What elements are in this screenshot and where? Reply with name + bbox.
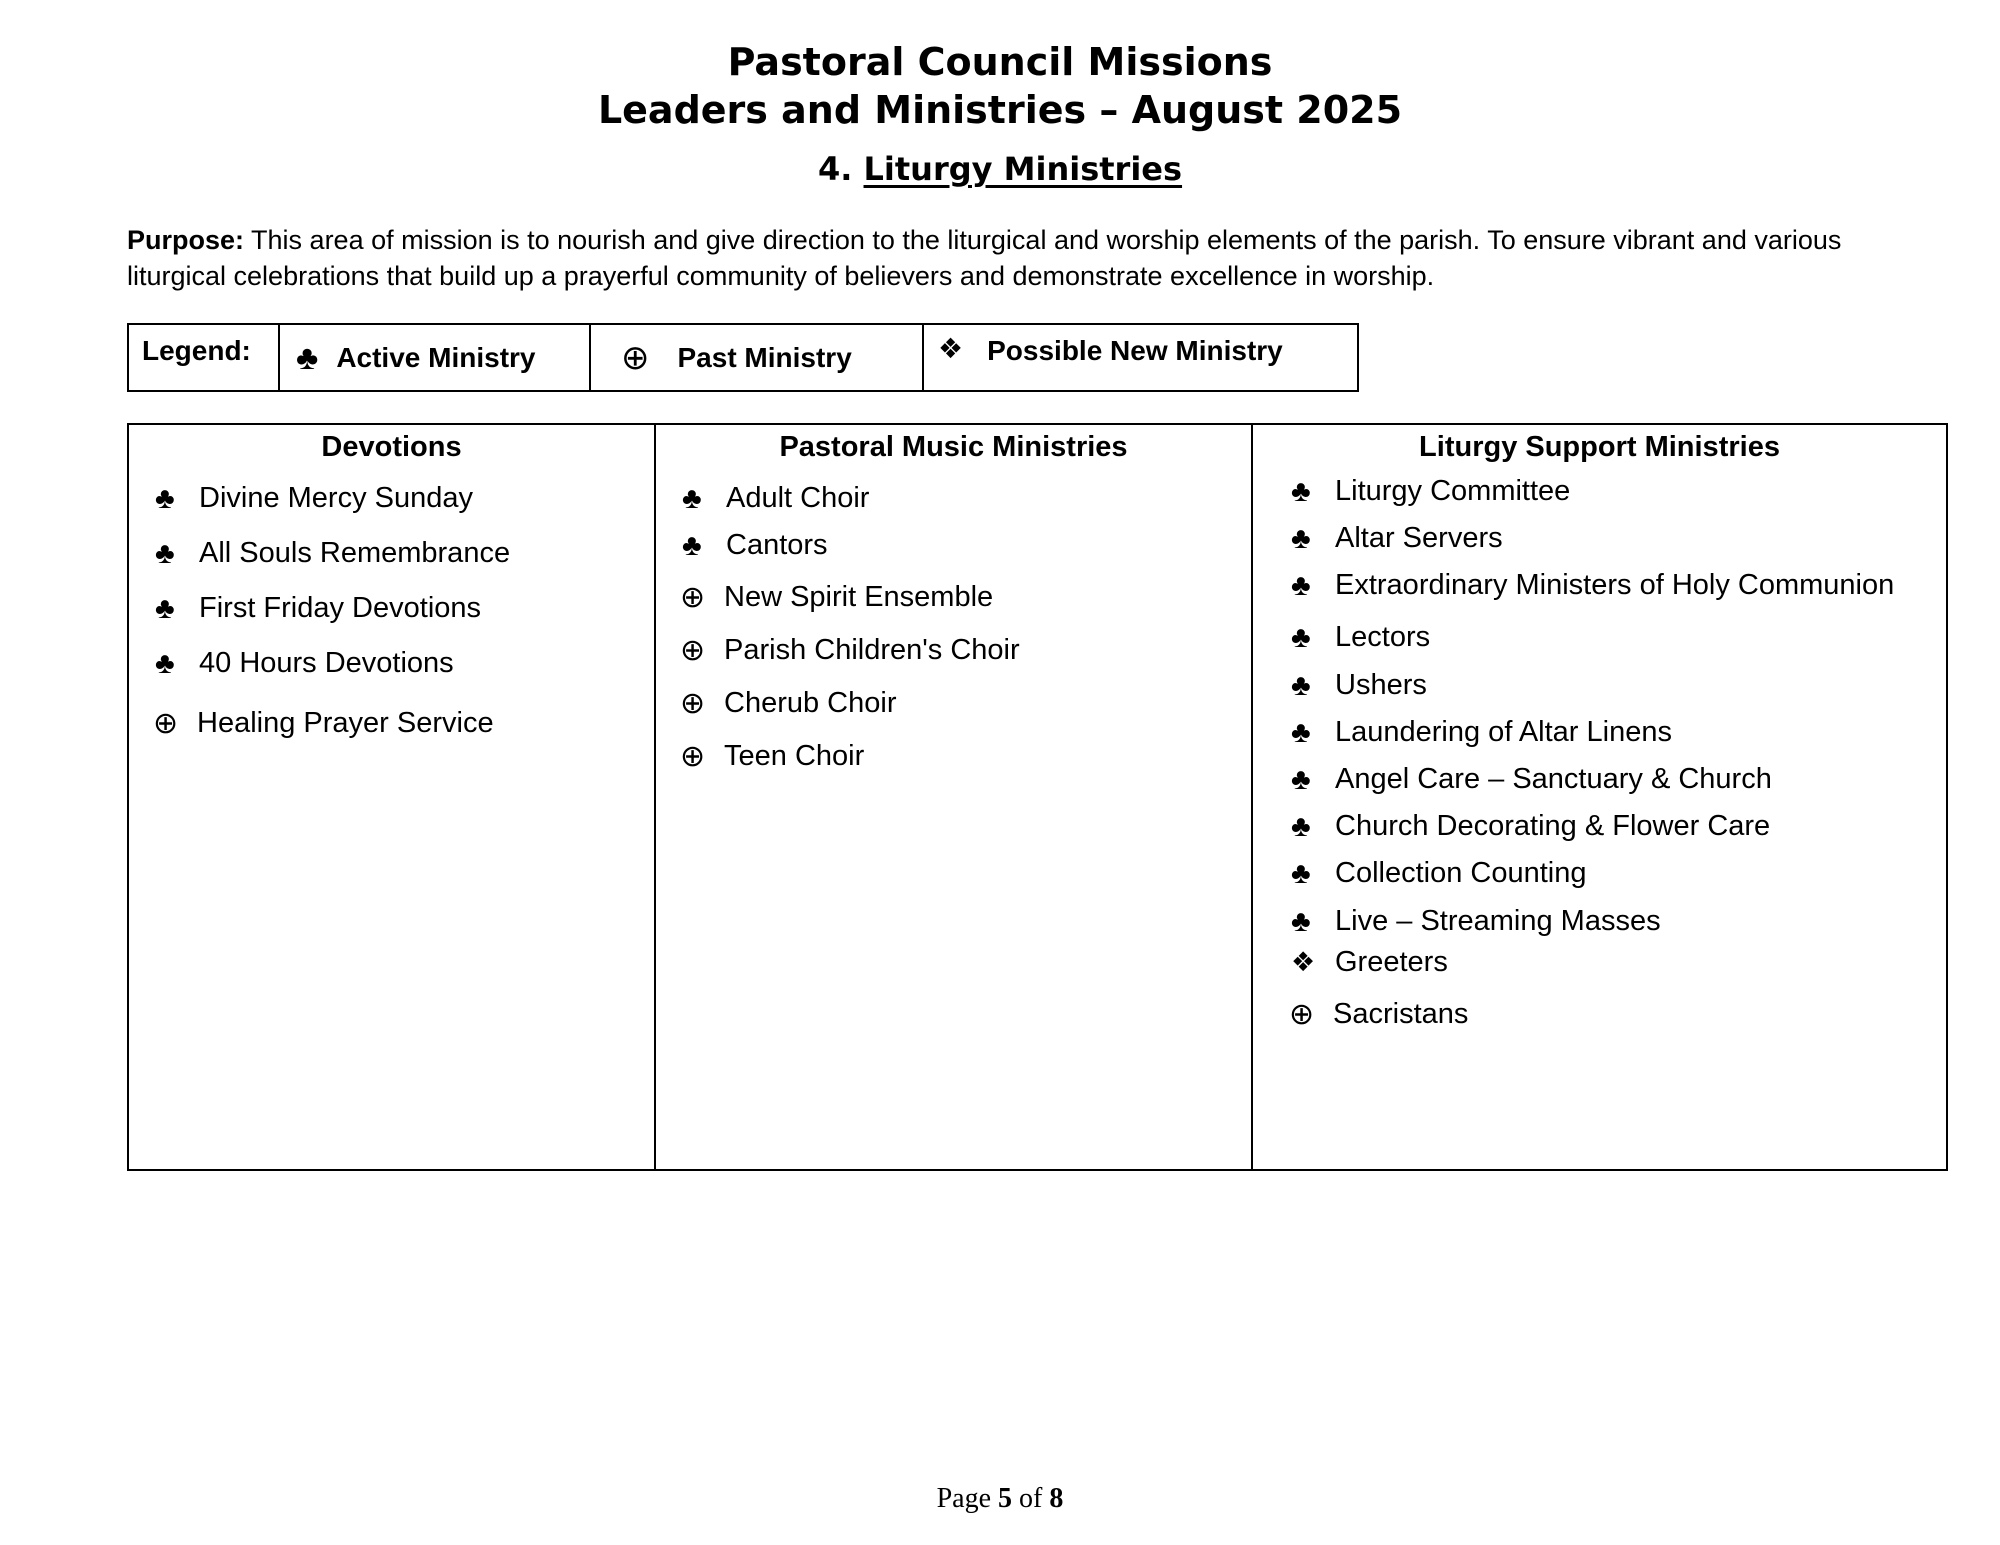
purpose-text: This area of mission is to nourish and give direction to the liturgical and worship elements of the parish. To ensure vibrant and various liturgical celebrations that build up a prayerful community of believers and demonstrate excellence in worship. [127, 225, 1842, 291]
club-icon: ♣ [1291, 904, 1311, 938]
column-heading: Liturgy Support Ministries [1419, 431, 1780, 463]
page-separator: of [1012, 1483, 1050, 1514]
club-icon: ♣ [1291, 809, 1311, 843]
ministry-label: Church Decorating & Flower Care [1335, 810, 1771, 842]
page-title-line1: Pastoral Council Missions [727, 40, 1273, 84]
ministry-label: Adult Choir [726, 482, 870, 514]
section-heading [0, 150, 2000, 188]
ministries-table [127, 423, 1948, 1171]
list-item [153, 707, 494, 740]
list-item [1291, 475, 1570, 508]
list-item [1291, 669, 1427, 702]
section-title: Liturgy Ministries [863, 150, 1183, 188]
ministry-label: Angel Care – Sanctuary & Church [1335, 763, 1772, 795]
club-icon: ♣ [1291, 620, 1311, 654]
list-item [1291, 857, 1586, 890]
list-item [1291, 946, 1448, 979]
legend-box [127, 323, 1359, 392]
circle-plus-icon: ⊕ [621, 338, 650, 377]
purpose-paragraph [127, 222, 1907, 294]
page-title-line2: Leaders and Ministries – August 2025 [597, 88, 1403, 132]
column-devotions [129, 425, 656, 1169]
club-icon: ♣ [1291, 568, 1311, 602]
legend-active-label: Active Ministry [336, 341, 536, 373]
circle-plus-icon: ⊕ [680, 633, 706, 667]
ministry-label: Cantors [726, 529, 828, 561]
ministry-label: Liturgy Committee [1335, 475, 1571, 507]
club-icon: ♣ [682, 481, 702, 515]
ministry-label: Divine Mercy Sunday [199, 482, 473, 514]
club-icon: ♣ [296, 338, 319, 377]
legend-label-cell [129, 325, 280, 390]
list-item [682, 482, 869, 515]
list-item [1289, 998, 1468, 1031]
section-number: 4. [817, 150, 853, 188]
ministry-label: Collection Counting [1335, 857, 1587, 889]
circle-plus-icon: ⊕ [680, 580, 706, 614]
page-current: 5 [998, 1483, 1013, 1514]
ministry-label: Live – Streaming Masses [1335, 905, 1661, 937]
list-item [1291, 716, 1672, 749]
ministry-label: Ushers [1335, 669, 1427, 701]
column-liturgy-support [1253, 425, 1946, 1169]
ministry-label: Altar Servers [1335, 522, 1503, 554]
page-number [0, 1483, 2000, 1515]
page-total: 8 [1049, 1483, 1064, 1514]
ministry-label: First Friday Devotions [199, 592, 482, 624]
circle-plus-icon: ⊕ [680, 686, 706, 720]
list-item [1291, 763, 1772, 796]
list-item [680, 581, 993, 614]
club-icon: ♣ [155, 646, 175, 680]
ministry-label: Cherub Choir [724, 687, 897, 719]
legend-past-cell [591, 325, 924, 390]
list-item [680, 634, 1020, 667]
page-prefix: Page [936, 1483, 999, 1514]
list-item [680, 740, 864, 773]
club-icon: ♣ [1291, 762, 1311, 796]
ministry-label: Extraordinary Ministers of Holy Communion [1335, 569, 1895, 601]
club-icon: ♣ [155, 591, 175, 625]
ministry-label: Laundering of Altar Linens [1335, 716, 1672, 748]
list-item [1291, 569, 1894, 602]
circle-plus-icon: ⊕ [1289, 997, 1315, 1031]
list-item [155, 592, 481, 625]
club-icon: ♣ [1291, 521, 1311, 555]
column-heading: Devotions [321, 431, 462, 463]
list-item [1291, 905, 1661, 938]
list-item [1291, 522, 1503, 555]
ministry-label: All Souls Remembrance [199, 537, 511, 569]
ministry-label: Healing Prayer Service [197, 707, 494, 739]
ministry-label: Sacristans [1333, 998, 1469, 1030]
column-pastoral-music [656, 425, 1253, 1169]
club-icon: ♣ [1291, 856, 1311, 890]
club-icon: ♣ [155, 481, 175, 515]
circle-plus-icon: ⊕ [153, 706, 179, 740]
list-item [1291, 621, 1430, 654]
column-heading: Pastoral Music Ministries [779, 431, 1128, 463]
club-icon: ♣ [1291, 715, 1311, 749]
list-item [155, 482, 473, 515]
purpose-label: Purpose: [127, 225, 245, 255]
diamond-icon: ❖ [1291, 947, 1316, 977]
list-item [155, 537, 510, 570]
legend-new-label: Possible New Ministry [987, 335, 1283, 366]
ministry-label: Teen Choir [724, 740, 865, 772]
diamond-icon: ❖ [938, 333, 964, 364]
ministry-label: Parish Children's Choir [724, 634, 1020, 666]
legend-new-cell [924, 325, 1357, 390]
ministry-label: 40 Hours Devotions [199, 647, 454, 679]
ministry-label: Greeters [1335, 946, 1448, 978]
ministry-label: New Spirit Ensemble [724, 581, 994, 613]
circle-plus-icon: ⊕ [680, 739, 706, 773]
club-icon: ♣ [682, 528, 702, 562]
club-icon: ♣ [155, 536, 175, 570]
list-item [682, 529, 828, 562]
ministry-label: Lectors [1335, 621, 1431, 653]
club-icon: ♣ [1291, 474, 1311, 508]
list-item [680, 687, 896, 720]
legend-past-label: Past Ministry [677, 341, 852, 373]
legend-label: Legend: [142, 335, 251, 366]
list-item [1291, 810, 1770, 843]
list-item [155, 647, 454, 680]
club-icon: ♣ [1291, 668, 1311, 702]
legend-active-cell [280, 325, 591, 390]
